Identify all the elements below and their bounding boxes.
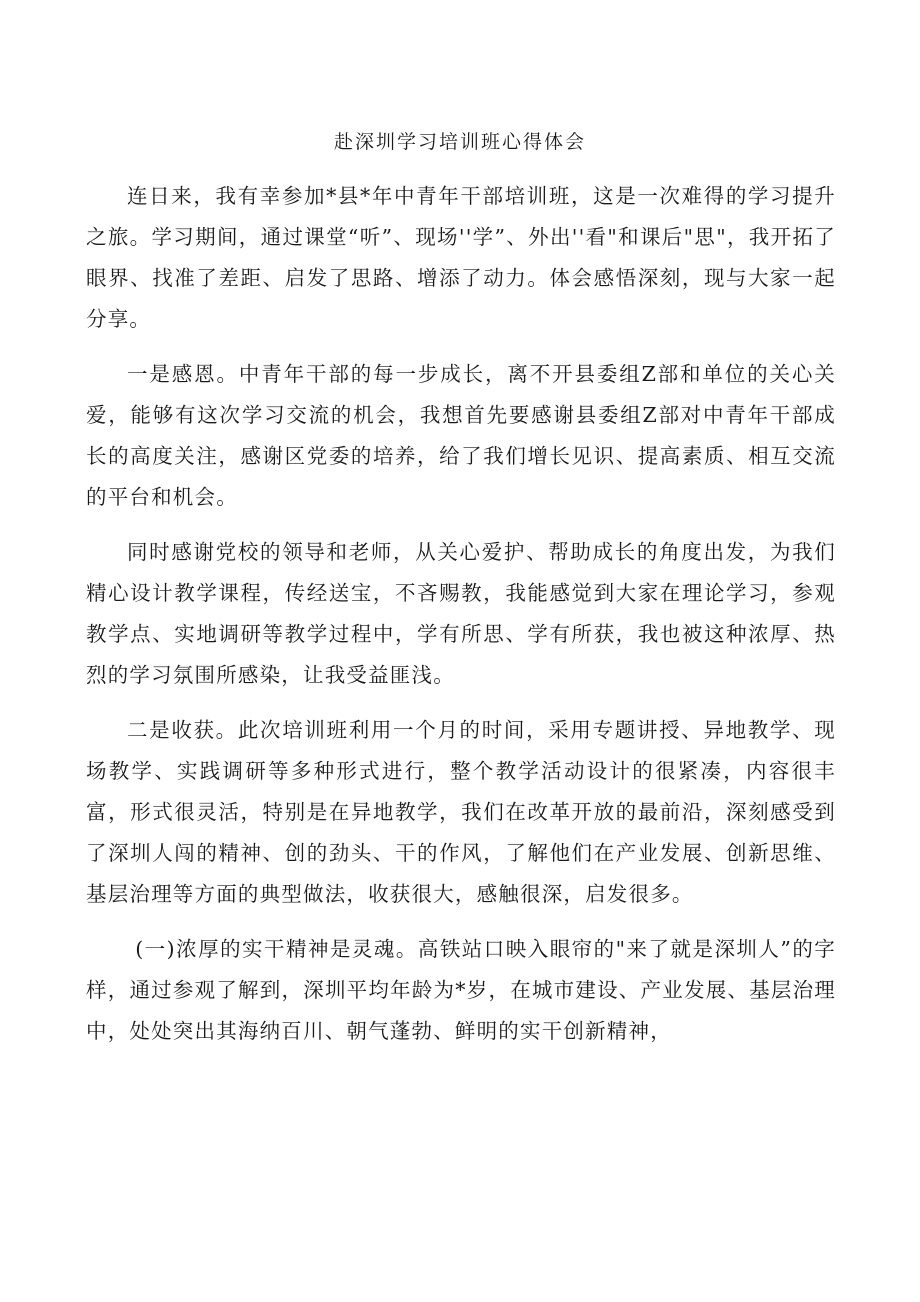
paragraph-thanks-school: 同时感谢党校的领导和老师，从关心爱护、帮助成长的角度出发，为我们精心设计教学课程，传经送宝，不吝赐教，我能感觉到大家在理论学习，参观教学点、实地调研等教学过程中，学有所思、学有所获，我也被这种浓厚、热烈的学习氛围所感染，让我受益匪浅。 bbox=[86, 540, 836, 687]
paragraph-practical-spirit: (一)浓厚的实干精神是灵魂。高铁站口映入眼帘的"来了就是深圳人”的字样，通过参观了解到，深圳平均年龄为*岁，在城市建设、产业发展、基层治理中，处处突出其海纳百川、朝气蓬勃、鲜明的实干创新精神， bbox=[86, 937, 836, 1043]
paragraph-harvest: 二是收获。此次培训班利用一个月的时间，采用专题讲授、异地教学、现场教学、实践调研等多种形式进行，整个教学活动设计的很紧凑，内容很丰富，形式很灵活，特别是在异地教学，我们在改革开放的最前沿，深刻感受到了深圳人闯的精神、创的劲头、干的作风，了解他们在产业发展、创新思维、基层治理等方面的典型做法，收获很大，感触很深，启发很多。 bbox=[86, 718, 836, 906]
paragraph-intro: 连日来，我有幸参加*县*年中青年干部培训班，这是一次难得的学习提升之旅。学习期间，通过课堂“听”、现场''学”、外出''看"和课后"思"，我开拓了眼界、找准了差距、启发了思路、增添了动力。体会感悟深刻，现与大家一起分享。 bbox=[86, 184, 836, 331]
document-title: 赴深圳学习培训班心得体会 bbox=[333, 131, 586, 153]
document-body bbox=[86, 176, 836, 1066]
paragraph-gratitude: 一是感恩。中青年干部的每一步成长，离不开县委组Z部和单位的关心关爱，能够有这次学习交流的机会，我想首先要感谢县委组Z部对中青年干部成长的高度关注，感谢区党委的培养，给了我们增长见识、提高素质、相互交流的平台和机会。 bbox=[86, 362, 836, 509]
